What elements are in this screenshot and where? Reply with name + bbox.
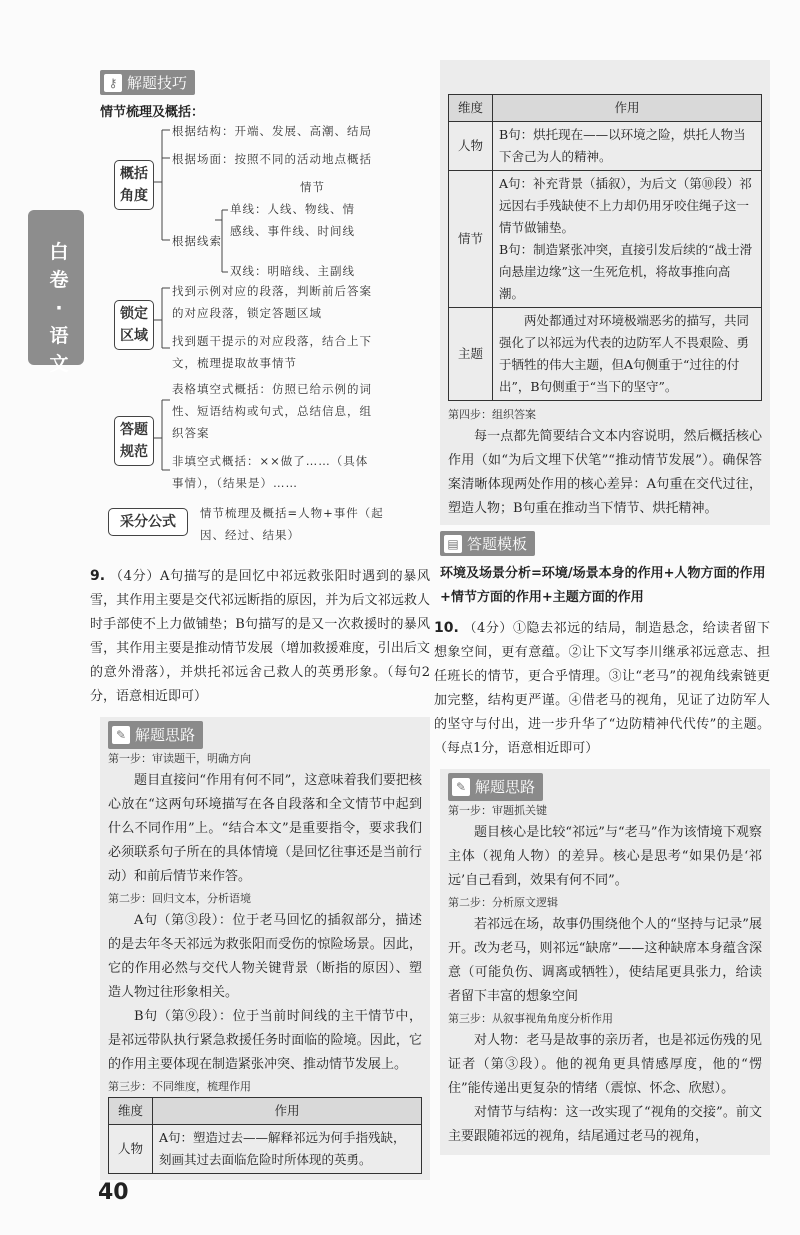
tree-text: 性、短语结构或句式，总结信息，组 bbox=[172, 404, 372, 418]
paragraph: 对人物：老马是故事的亲历者，也是祁远伤残的见证者（第③段）。他的视角更具情感厚度，他的“愣住”能传递出更复杂的情绪（震惊、怀念、欣慰）。 bbox=[448, 1033, 762, 1096]
table-cell: 主题 bbox=[449, 308, 493, 401]
tree-text: 双线：明暗线、主副线 bbox=[230, 264, 355, 278]
step-3: 第三步：从叙事视角角度分析作用 bbox=[448, 1012, 613, 1025]
think-label-text: 解题思路 bbox=[475, 778, 536, 796]
tree-text: 找到示例对应的段落，判断前后答案 bbox=[172, 284, 372, 298]
question-10-answer bbox=[434, 616, 770, 761]
paragraph: A句（第③段）：位于老马回忆的插叙部分，描述的是去年冬天祁远为救张阳而受伤的惊险场景。因此，它的作用必然与交代人物关键背景（断指的原因）、塑造人物过往形象相关。 bbox=[108, 913, 422, 1000]
tree-text: 根据线索 bbox=[172, 234, 222, 248]
tree-text: 根据结构：开端、发展、高潮、结局 bbox=[172, 124, 372, 138]
table-header: 维度 bbox=[109, 1098, 153, 1125]
plot-title: 情节梳理及概括： bbox=[100, 105, 205, 120]
tree-text: 表格填空式概括：仿照已给示例的词 bbox=[172, 382, 372, 396]
table-header: 作用 bbox=[153, 1098, 422, 1125]
role-table-left bbox=[108, 1097, 422, 1174]
node-summary-angle: 概括 角度 bbox=[114, 160, 154, 210]
answer-text: （4分）①隐去祁远的结局，制造悬念，给读者留下想象空间，更有意蕴。②让下文写李川继承祁远意志、担任班长的情节，更合乎情理。③让“老马”的视角线索链更加完整，结构更严谨。④借老马的视角，见证了边防军人的坚守与付出，进一步升华了“边防精神代代传”的主题。（每点1分，语意相近即可） bbox=[434, 621, 770, 756]
tree-text: 文，梳理提取故事情节 bbox=[172, 356, 297, 370]
table-cell: 人物 bbox=[449, 122, 493, 171]
tree-text: 根据场面：按照不同的活动地点概括 bbox=[172, 152, 372, 166]
node-lock-area: 锁定 区域 bbox=[114, 300, 154, 350]
plot-tree bbox=[100, 120, 430, 550]
step-4: 第四步：组织答案 bbox=[448, 408, 536, 421]
paragraph: 若祁远在场，故事仍围绕他个人的“坚持与记录”展开。改为老马，则祁远“缺席”——这种缺席本身蕴含深意（可能负伤、调离或牺牲），使结尾更具张力，给读者留下丰富的想象空间 bbox=[448, 917, 762, 1004]
template-label-text: 答题模板 bbox=[467, 535, 528, 553]
tree-text: 事情），（结果是）…… bbox=[172, 476, 298, 490]
table-cell: 人物 bbox=[109, 1125, 153, 1174]
tree-text: 情节梳理及概括=人物+事件（起 bbox=[200, 506, 384, 520]
note-icon: ✎ bbox=[112, 726, 130, 744]
step-1: 第一步：审读题干，明确方向 bbox=[108, 752, 251, 765]
paragraph: 题目直接问“作用有何不同”，这意味着我们要把核心放在“这两句环境描写在各自段落和全文情节中起到什么不同作用”上。“结合本文”是重要指令，要求我们必须联系句子所在的具体情境（是回忆往事还是当前行动）和前后情节来作答。 bbox=[108, 773, 422, 884]
paragraph: 题目核心是比较“祁远”与“老马”作为该情境下观察主体（视角人物）的差异。核心是思考“如果仍是‘祁远’自己看到，效果有何不同”。 bbox=[448, 825, 762, 888]
paragraph: B句（第⑨段）：位于当前时间线的主干情节中，是祁远带队执行紧急救援任务时面临的险境。因此，它的作用主要体现在制造紧张冲突、推动情节发展上。 bbox=[108, 1009, 422, 1072]
tree-text: 的对应段落，锁定答题区域 bbox=[172, 306, 322, 320]
table-cell: A句：塑造过去——解释祁远为何手指残缺，刻画其过去面临危险时所体现的英勇。 bbox=[153, 1125, 422, 1174]
step-2: 第二步：分析原文逻辑 bbox=[448, 896, 558, 909]
key-icon: ⚷ bbox=[104, 74, 122, 92]
paragraph: 对情节与结构：这一改实现了“视角的交接”。前文主要跟随祁远的视角，结尾通过老马的视角， bbox=[448, 1105, 762, 1144]
tree-text: 非填空式概括：××做了……（具体 bbox=[172, 454, 369, 468]
tree-text: 因、经过、结果） bbox=[200, 528, 300, 542]
paragraph: 每一点都先简要结合文本内容说明，然后概括核心作用（如“为后文埋下伏笔”“推动情节发展”）。确保答案清晰体现两处作用的核心差异：A句重在交代过往，塑造人物；B句重在推动当下情节、烘托精神。 bbox=[448, 429, 762, 516]
note-icon: ✎ bbox=[452, 778, 470, 796]
tree-text: 情节 bbox=[300, 180, 325, 194]
tree-text: 找到题干提示的对应段落，结合上下 bbox=[172, 334, 372, 348]
question-number: 9. bbox=[90, 568, 106, 584]
table-cell: 两处都通过对环境极端恶劣的描写，共同强化了以祁远为代表的边防军人不畏艰险、勇于牺牲的伟大主题，但A句侧重于“过往的付出”，B句侧重于“当下的坚守”。 bbox=[493, 308, 762, 401]
answer-text: （4分）A句描写的是回忆中祁远救张阳时遇到的暴风雪，其作用主要是交代祁远断指的原因，并为后文祁远救人时手部使不上力做铺垫；B句描写的是又一次救援时的暴风雪，其作用主要是推动情节发展（增加救援难度，引出后文的意外滑落），并烘托祁远舍己救人的英勇形象。（每句2分，语意相近即可） bbox=[90, 569, 430, 704]
think-label bbox=[448, 773, 543, 801]
template-text: 环境及场景分析=环境/场景本身的作用+人物方面的作用+情节方面的作用+主题方面的作用 bbox=[440, 566, 766, 605]
right-column bbox=[434, 60, 770, 1155]
step-2: 第二步：回归文本，分析语境 bbox=[108, 892, 251, 905]
book-icon: ▤ bbox=[444, 535, 462, 553]
template-label bbox=[440, 531, 535, 556]
table-header: 作用 bbox=[493, 95, 762, 122]
page-number: 40 bbox=[98, 1180, 129, 1205]
template-section bbox=[440, 531, 770, 610]
table-cell bbox=[493, 171, 762, 308]
think-label bbox=[108, 721, 203, 749]
tree-text: 织答案 bbox=[172, 426, 210, 440]
node-score-formula: 采分公式 bbox=[108, 508, 188, 536]
tree-text: 感线、事件线、时间线 bbox=[230, 224, 355, 238]
question-number: 10. bbox=[434, 620, 459, 636]
node-answer-norm: 答题 规范 bbox=[114, 416, 154, 466]
role-table-right bbox=[448, 94, 762, 401]
left-column bbox=[90, 70, 430, 1180]
table-cell: 情节 bbox=[449, 171, 493, 308]
question-9-answer bbox=[90, 564, 430, 709]
think-box-left bbox=[100, 717, 430, 1180]
cell-line: B句：制造紧张冲突，直接引发后续的“战士滑向悬崖边缘”这一生死危机，将故事推向高潮。 bbox=[499, 242, 753, 301]
tips-label bbox=[100, 70, 195, 95]
table-header: 维度 bbox=[449, 95, 493, 122]
cell-line: A句：补充背景（插叙），为后文（第⑩段）祁远因右手残缺使不上力却仍用牙咬住绳子这一情节做铺垫。 bbox=[499, 176, 752, 235]
step-1: 第一步：审题抓关键 bbox=[448, 804, 547, 817]
tips-label-text: 解题技巧 bbox=[127, 74, 188, 92]
step-3: 第三步：不同维度，梳理作用 bbox=[108, 1080, 251, 1093]
tree-text: 单线：人线、物线、情 bbox=[230, 202, 355, 216]
table-box-right bbox=[440, 60, 770, 525]
side-tab-text: 白卷·语文 bbox=[49, 241, 69, 375]
think-label-text: 解题思路 bbox=[135, 726, 196, 744]
table-cell: B句：烘托现在——以环境之险，烘托人物当下舍己为人的精神。 bbox=[493, 122, 762, 171]
think-box-right bbox=[440, 769, 770, 1155]
